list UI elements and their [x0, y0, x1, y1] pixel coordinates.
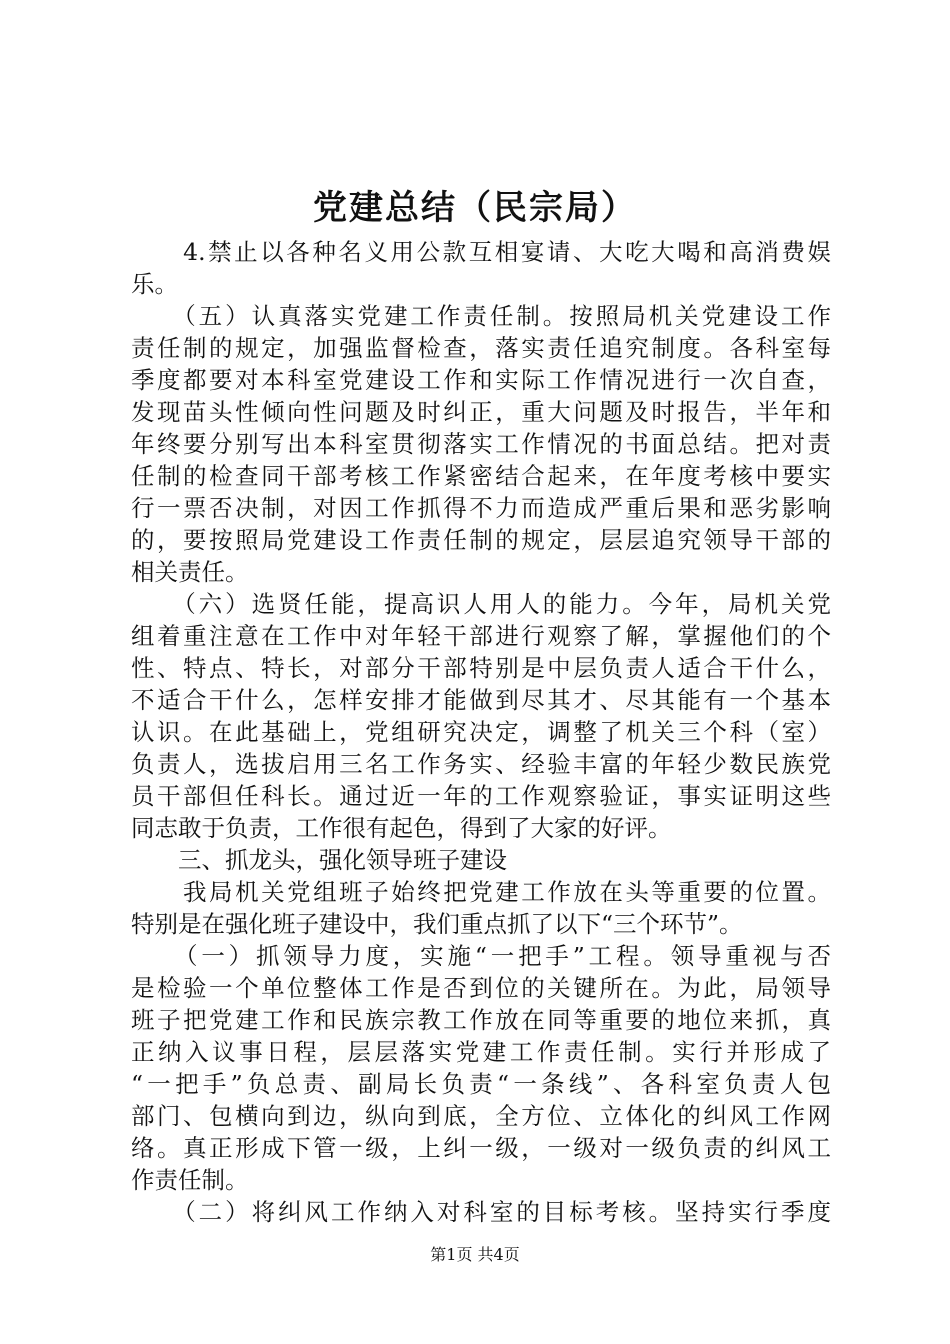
page-title: 党建总结（民宗局） [313, 188, 637, 228]
text-line: 乐。 [131, 270, 178, 298]
text-line: 络。真正形成下管一级，上纠一级，一级对一级负责的纠风工 [131, 1134, 831, 1162]
text-line: 4.禁止以各种名义用公款互相宴请、大吃大喝和高消费娱 [131, 238, 831, 266]
text-line: 同志敢于负责，工作很有起色，得到了大家的好评。 [131, 814, 672, 842]
text-line: 性、特点、特长，对部分干部特别是中层负责人适合干什么， [131, 654, 831, 682]
text-line: 我局机关党组班子始终把党建工作放在头等重要的位置。 [131, 878, 831, 906]
text-line: 责任制的规定，加强监督检查，落实责任追究制度。各科室每 [131, 334, 831, 362]
text-line: 相关责任。 [131, 558, 249, 586]
text-line: 员干部但任科长。通过近一年的工作观察验证，事实证明这些 [131, 782, 831, 810]
text-line: 组着重注意在工作中对年轻干部进行观察了解，掌握他们的个 [131, 622, 831, 650]
text-line: 部门、包横向到边，纵向到底，全方位、立体化的纠风工作网 [131, 1102, 831, 1130]
text-line: （六）选贤任能，提高识人用人的能力。今年，局机关党 [131, 590, 831, 618]
text-line: 任制的检查同干部考核工作紧密结合起来，在年度考核中要实 [131, 462, 831, 490]
text-line: 的，要按照局党建设工作责任制的规定，层层追究领导干部的 [131, 526, 831, 554]
text-line: 年终要分别写出本科室贯彻落实工作情况的书面总结。把对责 [131, 430, 831, 458]
text-line: 认识。在此基础上，党组研究决定，调整了机关三个科（室） [131, 718, 831, 746]
text-line: （一）抓领导力度，实施“一把手”工程。领导重视与否 [131, 942, 831, 970]
text-line: 发现苗头性倾向性问题及时纠正，重大问题及时报告，半年和 [131, 398, 831, 426]
text-line: 特别是在强化班子建设中，我们重点抓了以下“三个环节”。 [131, 910, 743, 938]
text-line: 是检验一个单位整体工作是否到位的关键所在。为此，局领导 [131, 974, 831, 1002]
text-line: “一把手”负总责、副局长负责“一条线”、各科室负责人包 [131, 1070, 831, 1098]
text-line: 季度都要对本科室党建设工作和实际工作情况进行一次自查， [131, 366, 831, 394]
text-line: 负责人，选拔启用三名工作务实、经验丰富的年轻少数民族党 [131, 750, 831, 778]
text-line: 行一票否决制，对因工作抓得不力而造成严重后果和恶劣影响 [131, 494, 831, 522]
text-line: （五）认真落实党建工作责任制。按照局机关党建设工作 [131, 302, 831, 330]
text-line: （二）将纠风工作纳入对科室的目标考核。坚持实行季度 [131, 1198, 831, 1226]
text-line: 不适合干什么，怎样安排才能做到尽其才、尽其能有一个基本 [131, 686, 831, 714]
document-body [131, 236, 831, 1228]
text-line: 班子把党建工作和民族宗教工作放在同等重要的地位来抓，真 [131, 1006, 831, 1034]
page-footer: 第1页 共4页 [430, 1245, 520, 1264]
text-line: 作责任制。 [131, 1166, 249, 1194]
text-line: 正纳入议事日程，层层落实党建工作责任制。实行并形成了 [131, 1038, 831, 1066]
text-line: 三、抓龙头，强化领导班子建设 [131, 846, 507, 874]
